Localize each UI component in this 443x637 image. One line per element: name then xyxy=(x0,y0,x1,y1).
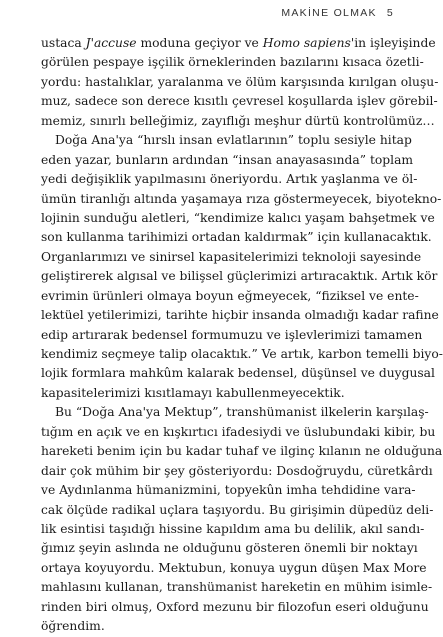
text-line: muz, sadece son derece kısıtlı çevresel koşullarda işlev görebil- xyxy=(41,94,438,109)
text-line: tığım en açık ve en kışkırtıcı ifadesiydi ve üslubundaki kibir, bu xyxy=(41,424,436,439)
text-line: rinden biri olmuş, Oxford mezunu bir filozofun eseri olduğunu xyxy=(41,599,429,614)
text-line: yedi değişiklik yapılmasını öneriyordu. Artık yaşlanma ve öl- xyxy=(41,172,418,187)
text-line: kapasitelerimizi kısıtlamayı kabullenmeyecektik. xyxy=(41,385,345,400)
text-line: hareketi benim için bu kadar tuhaf ve ilginç kılanın ne olduğuna xyxy=(41,444,443,459)
running-head xyxy=(281,7,394,19)
text-line: Bu “Doğa Ana'ya Mektup”, transhümanist ilkelerin karşılaş- xyxy=(55,405,429,420)
text-line: memiz, sınırlı belleğimiz, zayıflığı meşhur dürtü kontrolümüz… xyxy=(41,113,435,128)
body-text xyxy=(41,34,443,634)
text-line: lojik formlara mahkûm kalarak bedensel, düşünsel ve duygusal xyxy=(41,366,435,381)
text-line: son kullanma tarihimizi ortadan kaldırmak” için kullanacaktık. xyxy=(41,230,432,245)
text-line: mahlasını kullanan, transhümanist hareketin en mühim isimle- xyxy=(41,580,433,595)
text-line: eden yazar, bunların ardından “insan anayasasında” toplam xyxy=(41,152,414,167)
text-line: edip artırarak bedensel formumuzu ve işlevlerimizi tamamen xyxy=(41,327,423,342)
text-line: lik esintisi taşıdığı hissine kapıldım ama bu delilik, akıl sandı- xyxy=(41,521,425,536)
text-line: ustaca J'accuse moduna geçiyor ve Homo sapiens'in işleyişinde xyxy=(41,36,436,50)
text-line: evrimin ürünleri olmaya boyun eğmeyecek, “fiziksel ve ente- xyxy=(41,288,419,303)
text-line: lektüel yetilerimizi, tarihte hiçbir insanda olmadığı kadar rafine xyxy=(41,308,439,323)
text-line: kendimiz seçmeye talip olacaktık.” Ve artık, karbon temelli biyo- xyxy=(41,347,443,361)
text-line: Doğa Ana'ya “hırslı insan evlatlarının” toplu sesiyle hitap xyxy=(55,133,412,148)
text-line: yordu: hastalıklar, yaralanma ve ölüm karşısında kırılgan oluşu- xyxy=(41,74,439,89)
page-number: 5 xyxy=(386,7,394,19)
text-line: geliştirerek algısal ve bilişsel güçlerimizi artıracaktık. Artık kör xyxy=(41,269,438,284)
text-line: ğımız şeyin aslında ne olduğunu gösteren önemli bir noktayı xyxy=(41,541,418,556)
text-line: öğrendim. xyxy=(41,619,105,634)
running-title: MAKİNE OLMAK xyxy=(281,7,377,19)
text-line: Organlarımızı ve sinirsel kapasitelerimizi teknoloji sayesinde xyxy=(41,249,422,264)
text-line: ortaya koyuyordu. Mektubun, konuya uygun düşen Max More xyxy=(41,560,427,575)
text-line: görülen pespaye işçilik örneklerinden bazılarını kısaca özetli- xyxy=(41,55,424,70)
text-line: ve Aydınlanma hümanizmini, topyekûn imha tehdidine vara- xyxy=(41,483,416,498)
text-line: cak ölçüde radikal uçlara taşıyordu. Bu girişimin düpedüz deli- xyxy=(41,502,434,517)
text-line: lojinin sunduğu aletleri, “kendimize kalıcı yaşam bahşetmek ve xyxy=(41,210,435,225)
text-line: dair çok mühim bir şey gösteriyordu: Dosdoğruydu, cüretkârdı xyxy=(41,463,433,478)
text-line: ümün tiranlığı altında yaşamaya rıza göstermeyecek, biyotekno- xyxy=(41,191,442,206)
